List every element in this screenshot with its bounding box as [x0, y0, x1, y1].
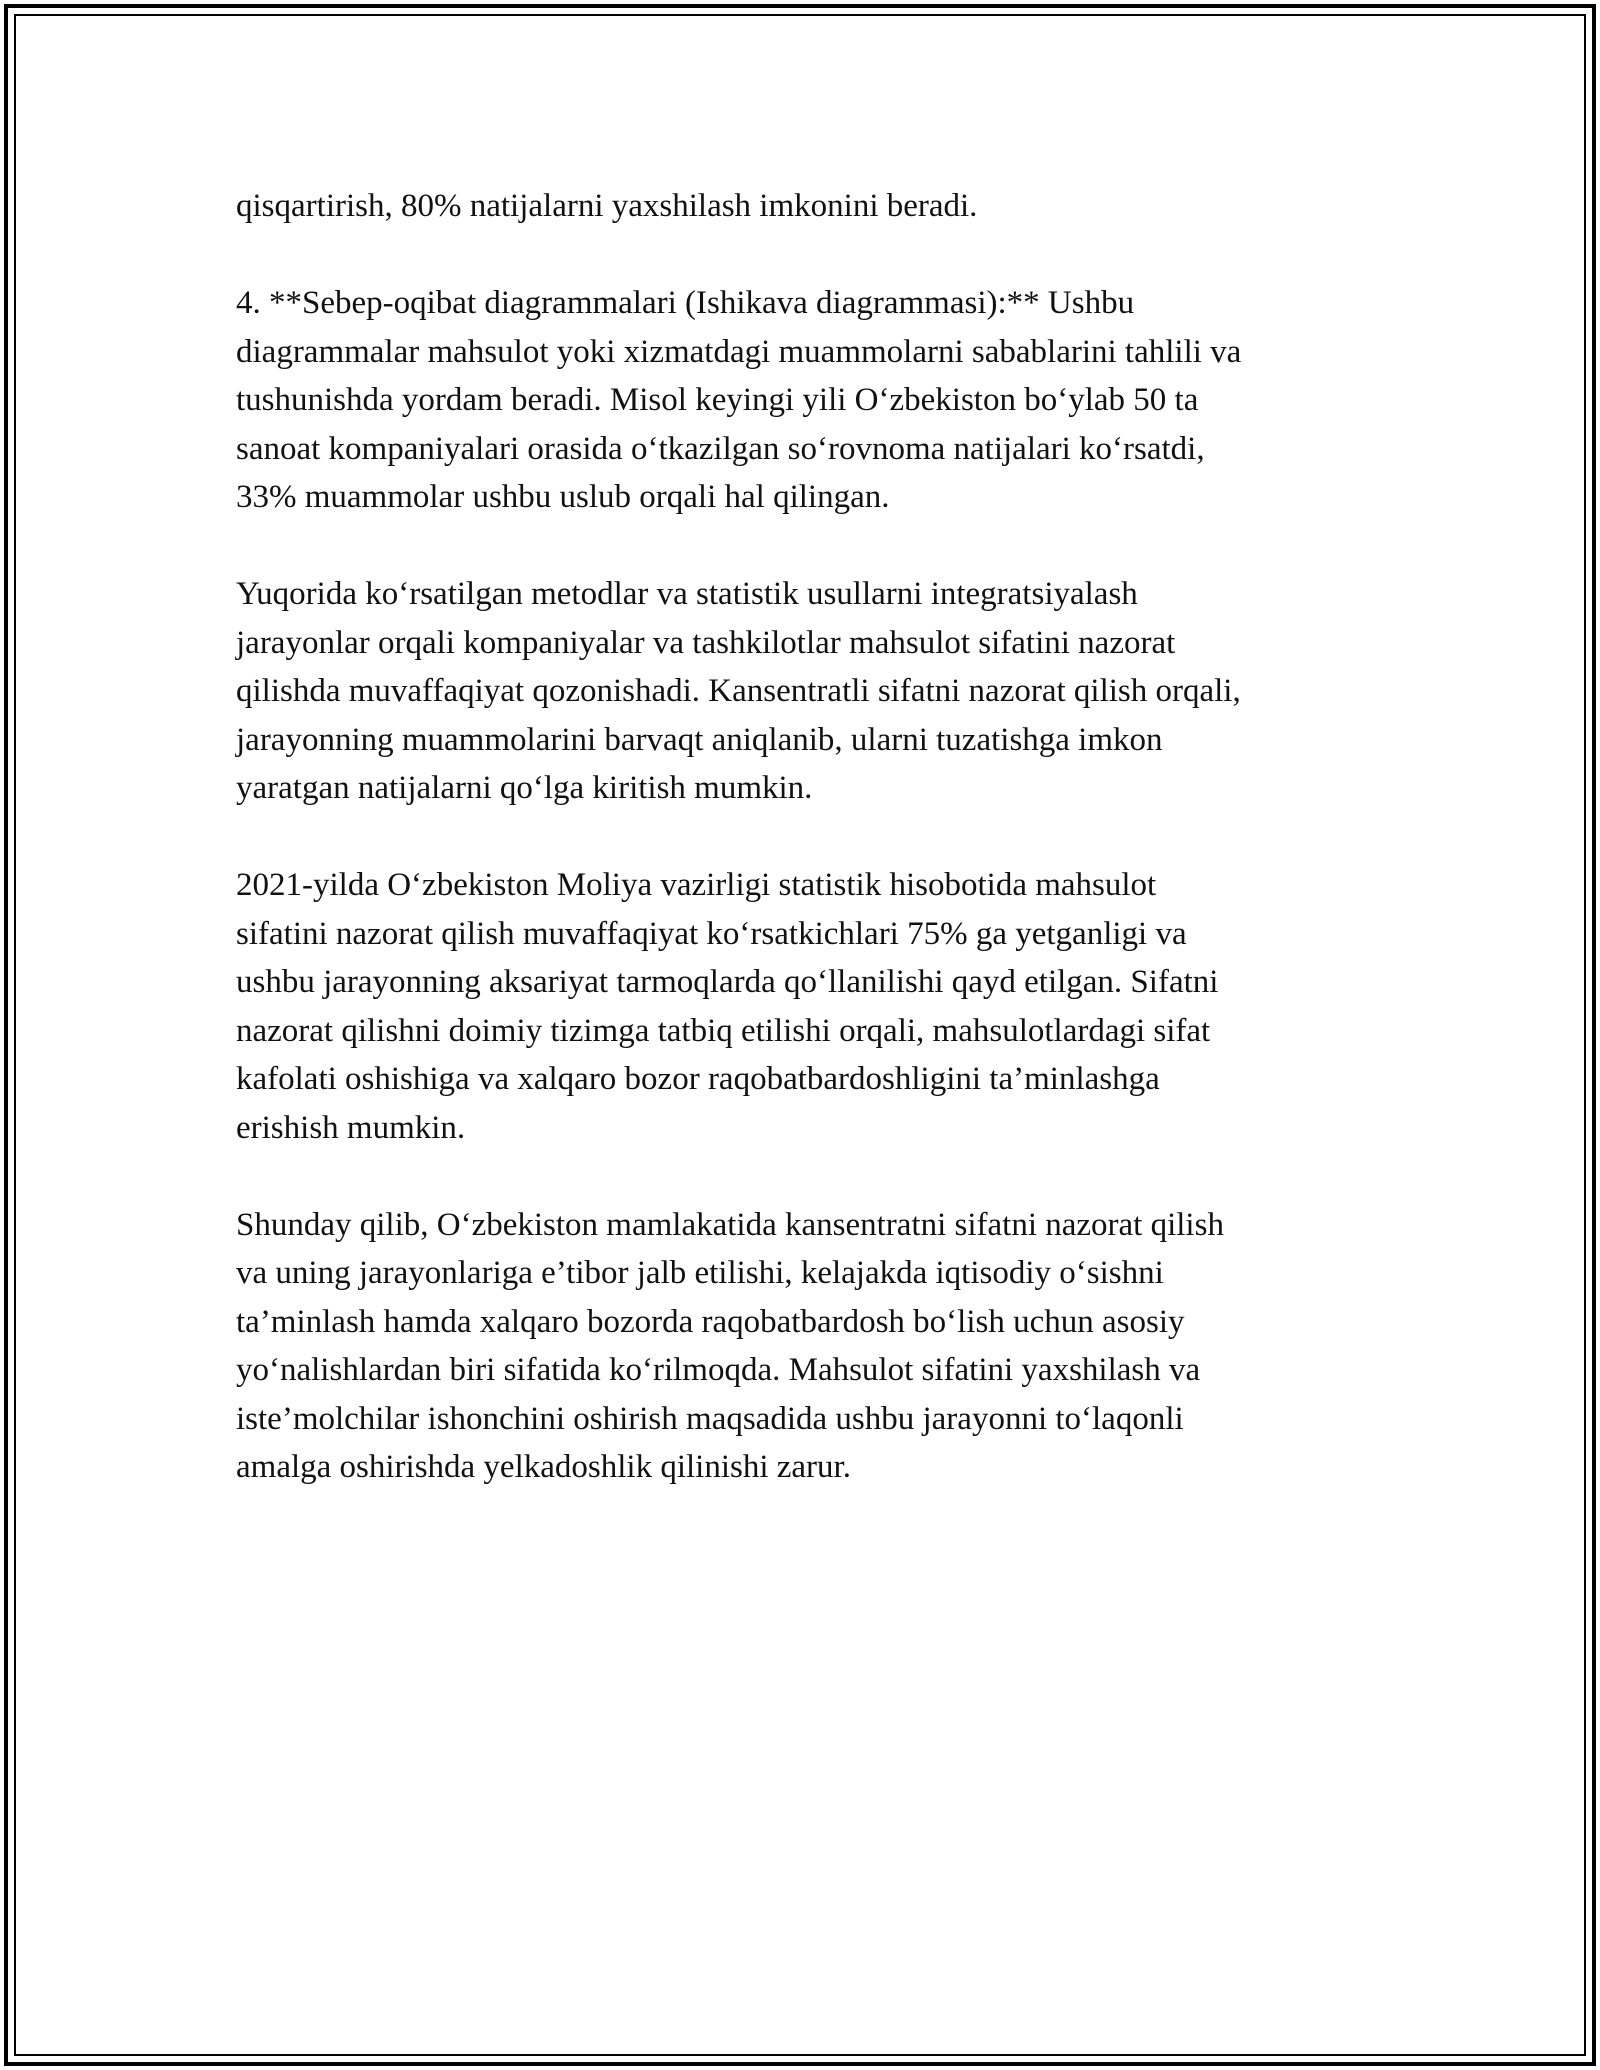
text-line: nazorat qilishni doimiy tizimga tatbiq etilishi orqali, mahsulotlardagi sifat	[236, 1012, 1211, 1049]
text-line: Yuqorida ko‘rsatilgan metodlar va statistik usullarni integratsiyalash	[236, 576, 1138, 612]
text-line: 33% muammolar ushbu uslub orqali hal qilingan.	[236, 479, 890, 515]
paragraph-2	[236, 279, 1356, 522]
text-line: yaratgan natijalarni qo‘lga kiritish mumkin.	[236, 770, 813, 806]
paragraph-4	[236, 861, 1356, 1152]
text-line: ushbu jarayonning aksariyat tarmoqlarda qo‘llanilishi qayd etilgan. Sifatni	[236, 964, 1219, 1000]
text-line: amalga oshirishda yelkadoshlik qilinishi zarur.	[236, 1449, 851, 1485]
text-line: 2021-yilda O‘zbekiston Moliya vazirligi statistik hisobotida mahsulot	[236, 867, 1157, 903]
text-line: kafolati oshishiga va xalqaro bozor raqobatbardoshligini ta’minlashga	[236, 1061, 1160, 1097]
paragraph-3	[236, 570, 1356, 813]
text-line: iste’molchilar ishonchini oshirish maqsadida ushbu jarayonni to‘laqonli	[236, 1400, 1184, 1437]
document-body	[236, 182, 1356, 1540]
text-line: jarayonning muammolarini barvaqt aniqlanib, ularni tuzatishga imkon	[236, 721, 1163, 758]
text-line: Shunday qilib, O‘zbekiston mamlakatida kansentratni sifatni nazorat qilish	[236, 1206, 1224, 1243]
text-line: 4. **Sebep-oqibat diagrammalari (Ishikava diagrammasi):** Ushbu	[236, 285, 1135, 321]
text-line: sifatini nazorat qilish muvaffaqiyat ko‘rsatkichlari 75% ga yetganligi va	[236, 915, 1187, 952]
paragraph-5	[236, 1201, 1356, 1492]
text-line: yo‘nalishlardan biri sifatida ko‘rilmoqda. Mahsulot sifatini yaxshilash va	[236, 1352, 1201, 1388]
text-line: sanoat kompaniyalari orasida o‘tkazilgan so‘rovnoma natijalari ko‘rsatdi,	[236, 430, 1205, 467]
text-line: ta’minlash hamda xalqaro bozorda raqobatbardosh bo‘lish uchun asosiy	[236, 1303, 1185, 1340]
text-line: diagrammalar mahsulot yoki xizmatdagi muammolarni sabablarini tahlili va	[236, 333, 1242, 370]
text-line: va uning jarayonlariga e’tibor jalb etilishi, kelajakda iqtisodiy o‘sishni	[236, 1255, 1164, 1291]
text-line: tushunishda yordam beradi. Misol keyingi yili O‘zbekiston bo‘ylab 50 ta	[236, 382, 1199, 418]
text-line: qilishda muvaffaqiyat qozonishadi. Kansentratli sifatni nazorat qilish orqali,	[236, 673, 1241, 709]
text-line: qisqartirish, 80% natijalarni yaxshilash imkonini beradi.	[236, 188, 978, 224]
text-line: jarayonlar orqali kompaniyalar va tashkilotlar mahsulot sifatini nazorat	[236, 624, 1176, 661]
paragraph-1	[236, 182, 1356, 231]
text-line: erishish mumkin.	[236, 1109, 466, 1146]
